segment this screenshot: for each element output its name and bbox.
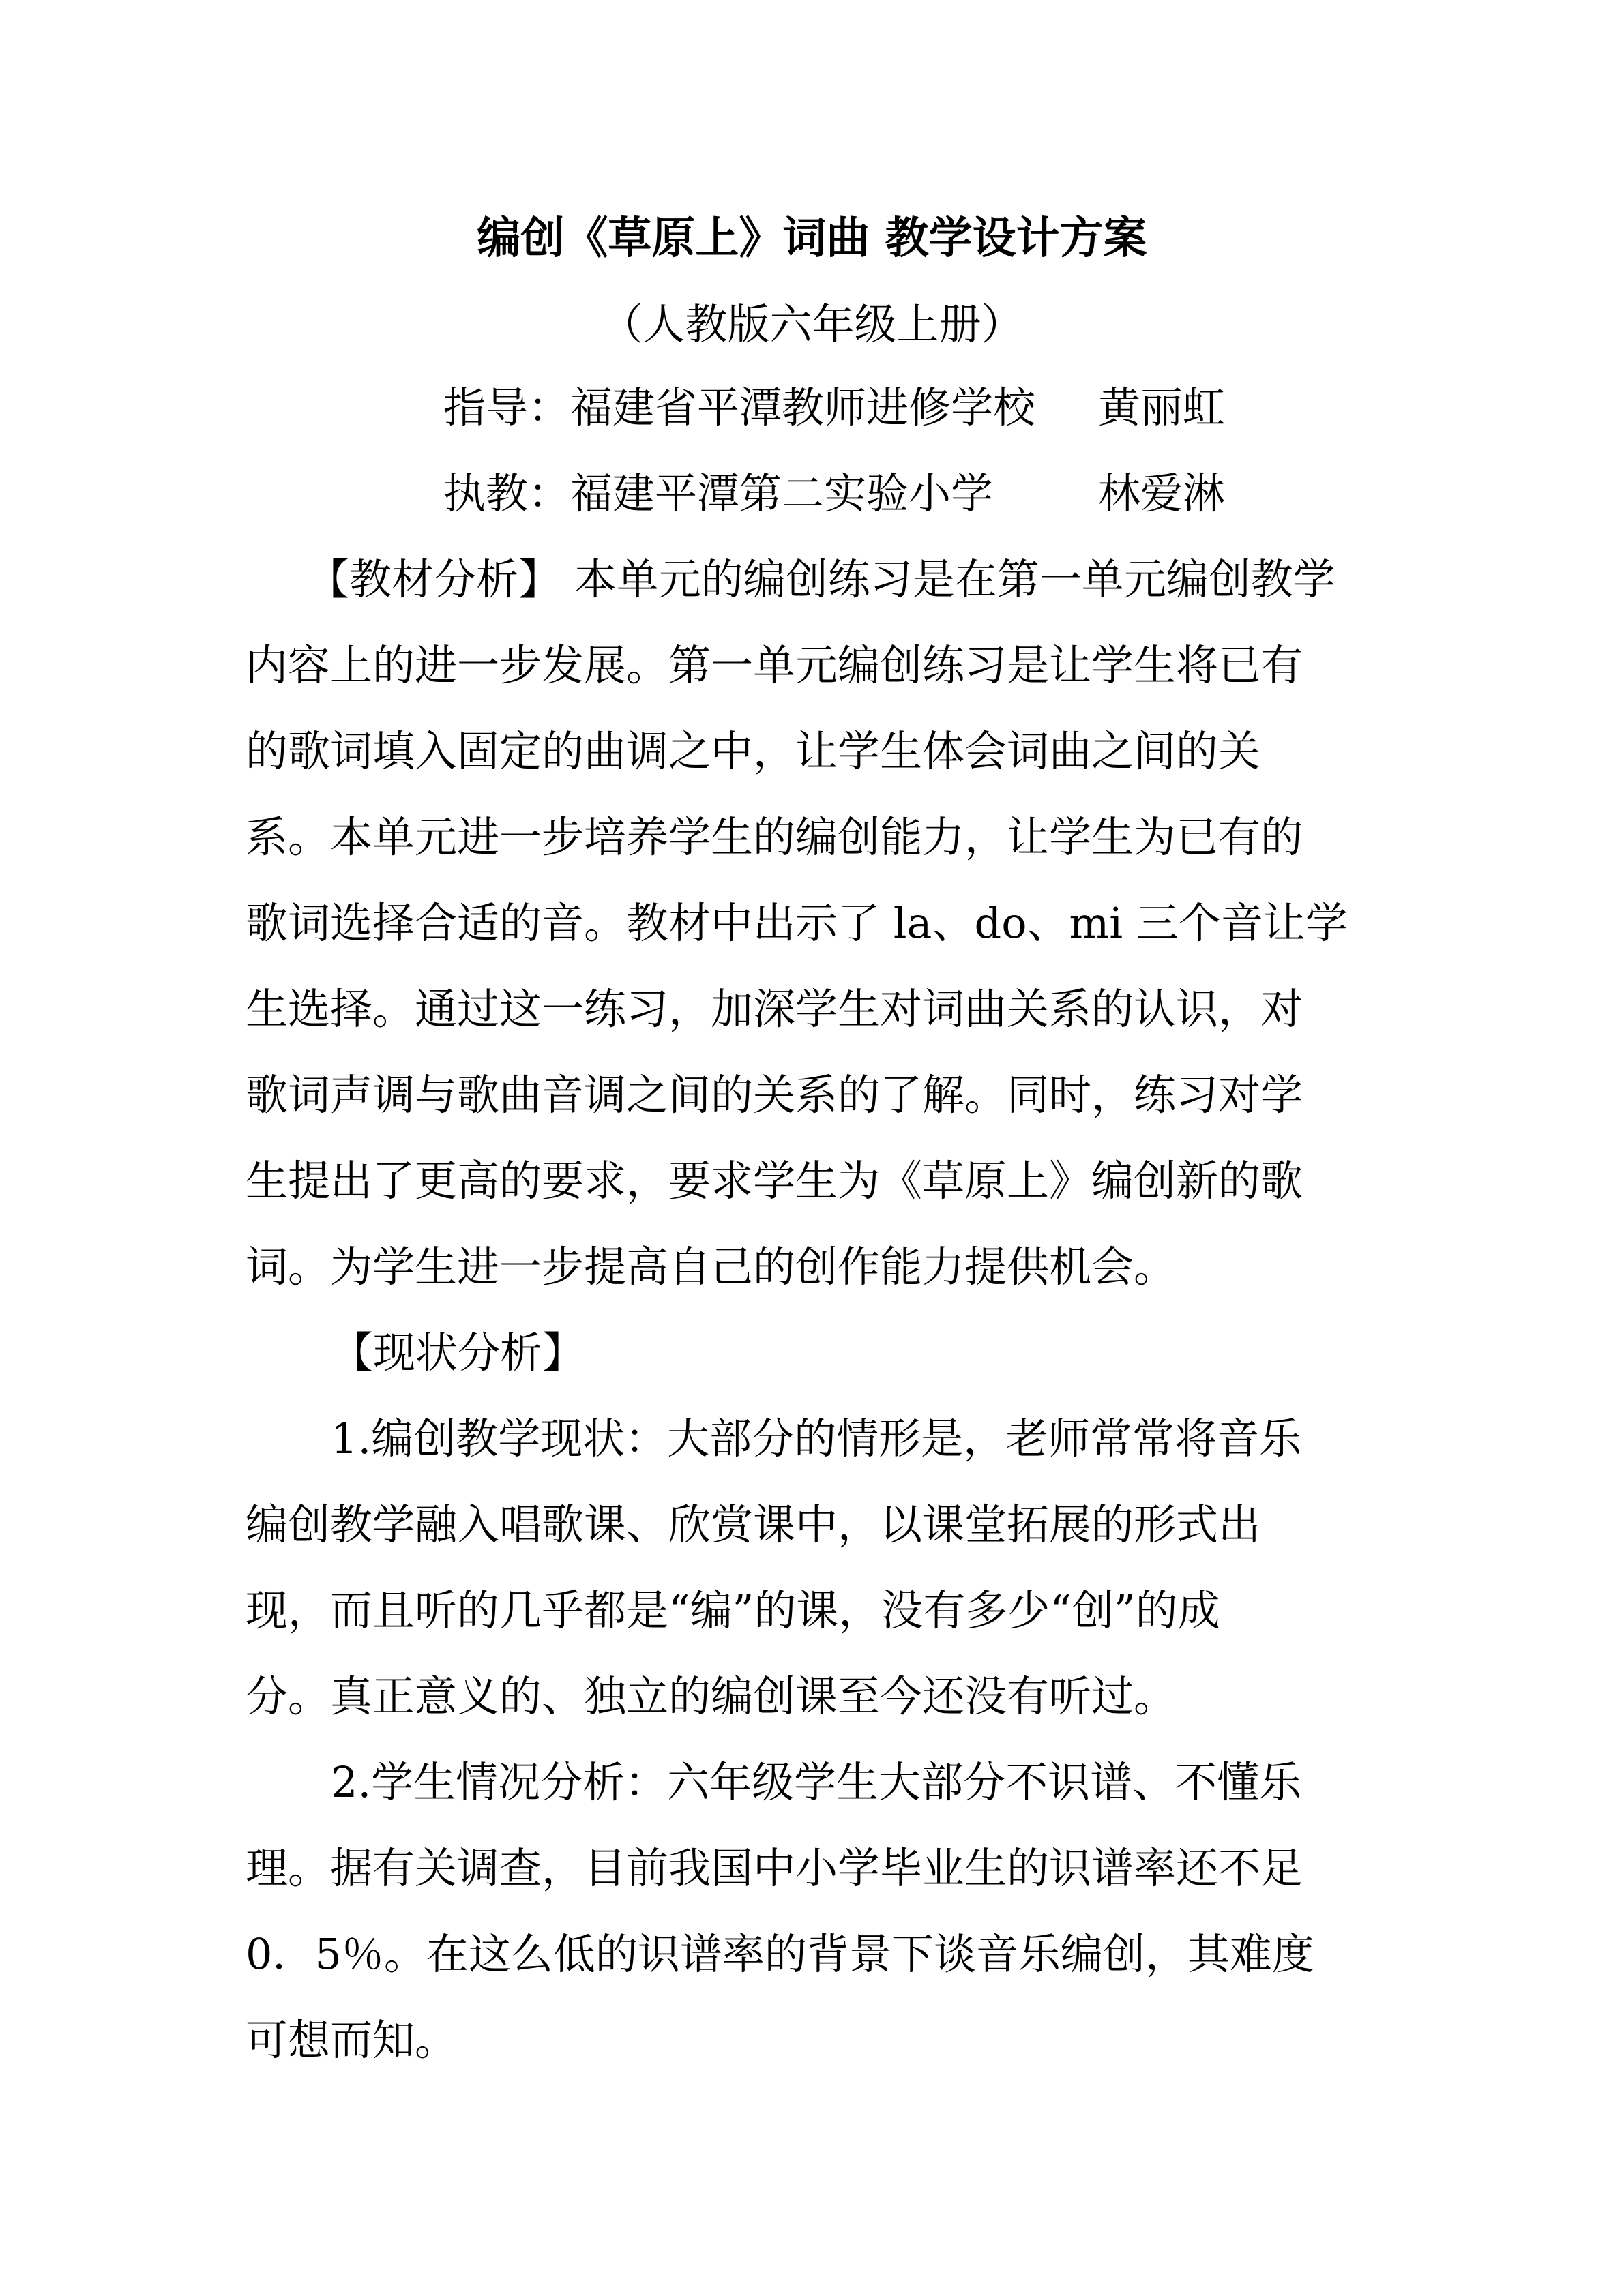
paragraph-line: 词。为学生进一步提高自己的创作能力提供机会。 [246, 1242, 1177, 1292]
paragraph-line: 系。本单元进一步培养学生的编创能力，让学生为已有的 [246, 812, 1303, 862]
paragraph-line: 可想而知。 [246, 2015, 458, 2065]
credit-advisor-label: 指导：福建省平潭教师进修学校 [443, 383, 1036, 432]
paragraph-line: 生提出了更高的要求，要求学生为《草原上》编创新的歌 [246, 1156, 1303, 1206]
paragraph-line: 歌词声调与歌曲音调之间的关系的了解。同时，练习对学 [246, 1070, 1303, 1120]
paragraph-line: 内容上的进一步发展。第一单元编创练习是让学生将已有 [246, 640, 1303, 690]
credit-teacher-name: 林爱淋 [1098, 468, 1226, 518]
paragraph-line: 0．5％。在这么低的识谱率的背景下谈音乐编创，其难度 [246, 1929, 1314, 1979]
paragraph-line: 分。真正意义的、独立的编创课至今还没有听过。 [246, 1671, 1177, 1721]
credit-teacher [443, 468, 1226, 520]
paragraph-line: 生选择。通过这一练习，加深学生对词曲关系的认识，对 [246, 984, 1303, 1034]
paragraph-line: 理。据有关调查，目前我国中小学毕业生的识谱率还不足 [246, 1843, 1303, 1893]
credit-advisor [443, 382, 1226, 434]
credit-advisor-name: 黄丽虹 [1098, 383, 1226, 432]
document-subtitle: （人教版六年级上册） [600, 299, 1024, 349]
section-heading: 【现状分析】 [331, 1328, 585, 1377]
paragraph-line: 的歌词填入固定的曲调之中，让学生体会词曲之间的关 [246, 726, 1261, 776]
paragraph-line: 歌词选择合适的音。教材中出示了 la、do、mi 三个音让学 [246, 898, 1348, 948]
credit-teacher-label: 执教：福建平潭第二实验小学 [443, 468, 994, 518]
paragraph-line: 现，而且听的几乎都是“编”的课，没有多少“创”的成 [246, 1585, 1220, 1635]
document-title: 编创《草原上》词曲 教学设计方案 [477, 213, 1147, 264]
paragraph-line: 2.学生情况分析：六年级学生大部分不识谱、不懂乐 [331, 1757, 1302, 1807]
paragraph-line: 编创教学融入唱歌课、欣赏课中，以课堂拓展的形式出 [246, 1500, 1261, 1549]
paragraph-line: 1.编创教学现状：大部分的情形是，老师常常将音乐 [331, 1414, 1302, 1463]
paragraph-line: 【教材分析】 本单元的编创练习是在第一单元编创教学 [307, 554, 1335, 604]
